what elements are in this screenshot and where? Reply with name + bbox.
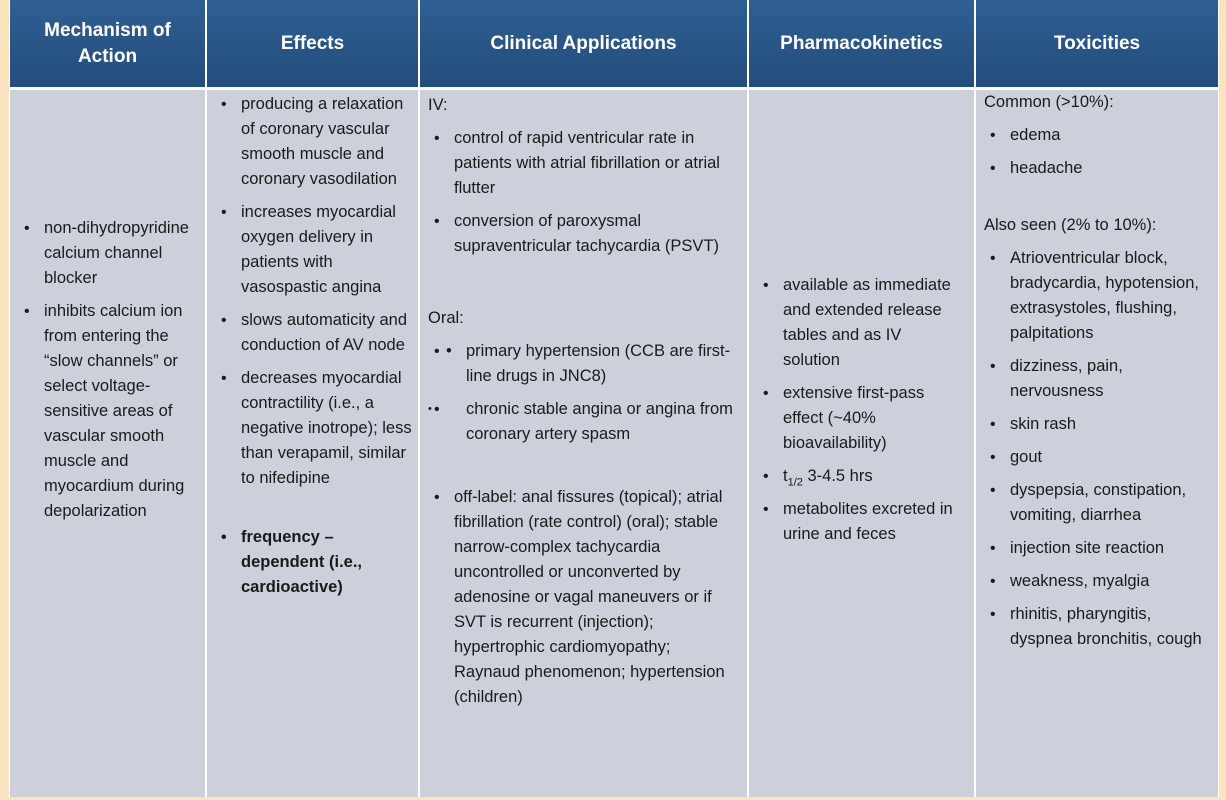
pk-list [749,90,974,547]
mechanism-item: • inhibits calcium ion from entering the “slow channels” or select voltage-sensitive areas of vascular smooth muscle and myocardium during depolarization [10,299,195,524]
pharmacokinetics-cell [748,89,975,798]
effects-item-bold: • frequency – dependent (i.e., cardioactive) [207,525,412,600]
common-label: Common (>10%): [984,93,1114,111]
toxicities-cell [975,89,1218,798]
common-item: • edema [976,123,1210,148]
also-item: • dyspepsia, constipation, vomiting, diarrhea [976,478,1210,528]
iv-label: IV: [428,96,448,114]
effects-item: • slows automaticity and conduction of AV node [207,308,412,358]
also-label: Also seen (2% to 10%): [984,216,1157,234]
half-life-sub: 1/2 [787,476,803,489]
header-mechanism: Mechanism of Action [10,0,206,89]
effects-item: • producing a relaxation of coronary vascular smooth muscle and coronary vasodilation [207,92,412,192]
also-list [976,246,1218,652]
common-list [976,123,1218,181]
oral-item-text: primary hypertension (CCB are first-line drugs in JNC8) [466,342,731,385]
also-item: • dizziness, pain, nervousness [976,354,1210,404]
effects-item: • increases myocardial oxygen delivery in patients with vasospastic angina [207,200,412,300]
effects-list [207,90,418,600]
mechanism-item: • non-dihydropyridine calcium channel blocker [10,216,195,291]
drug-table [10,0,1218,797]
content-row [10,89,1218,798]
header-pharmacokinetics: Pharmacokinetics [748,0,975,89]
pk-item: • metabolites excreted in urine and feces [749,497,962,547]
also-item: • Atrioventricular block, bradycardia, hypotension, extrasystoles, flushing, palpitations [976,246,1210,346]
also-item: • weakness, myalgia [976,569,1210,594]
oral-item-text: chronic stable angina or angina from coronary artery spasm [466,400,733,443]
common-item: • headache [976,156,1210,181]
also-item: • rhinitis, pharyngitis, dyspnea bronchitis, cough [976,602,1210,652]
header-row [10,0,1218,89]
pk-item-half-life [749,464,962,489]
clinical-cell [419,89,748,798]
pk-item: • extensive first-pass effect (~40% bioavailability) [749,381,962,456]
header-clinical: Clinical Applications [419,0,748,89]
header-effects: Effects [206,0,419,89]
oral-list [420,339,747,447]
also-item: • injection site reaction [976,536,1210,561]
iv-item: • control of rapid ventricular rate in patients with atrial fibrillation or atrial flutter [420,126,735,201]
effects-cell [206,89,419,798]
pk-item: • available as immediate and extended release tables and as IV solution [749,273,962,373]
half-life-value: 3-4.5 hrs [802,467,873,485]
iv-list [420,126,747,259]
offlabel-item: • off-label: anal fissures (topical); atrial fibrillation (rate control) (oral); stable narrow-complex tachycardia uncontrolled or unconverted by adenosine or vagal maneuvers or if SVT is recurrent (injection); hypertrophic cardiomyopathy; Raynaud phenomenon; hypertension (children) [420,485,737,710]
effects-item: • decreases myocardial contractility (i.e., a negative inotrope); less than verapamil, similar to nifedipine [207,366,412,491]
also-item: • skin rash [976,412,1210,437]
also-item: • gout [976,445,1210,470]
header-toxicities: Toxicities [975,0,1218,89]
oral-item: • • chronic stable angina or angina from coronary artery spasm [420,397,735,447]
oral-item: • • primary hypertension (CCB are first-line drugs in JNC8) [420,339,735,389]
mechanism-list [10,90,205,524]
oral-label: Oral: [428,309,464,327]
iv-item: • conversion of paroxysmal supraventricular tachycardia (PSVT) [420,209,735,259]
mechanism-cell [10,89,206,798]
half-life-t: t [783,467,788,485]
offlabel-list [420,485,747,710]
drug-table-frame [9,0,1219,797]
